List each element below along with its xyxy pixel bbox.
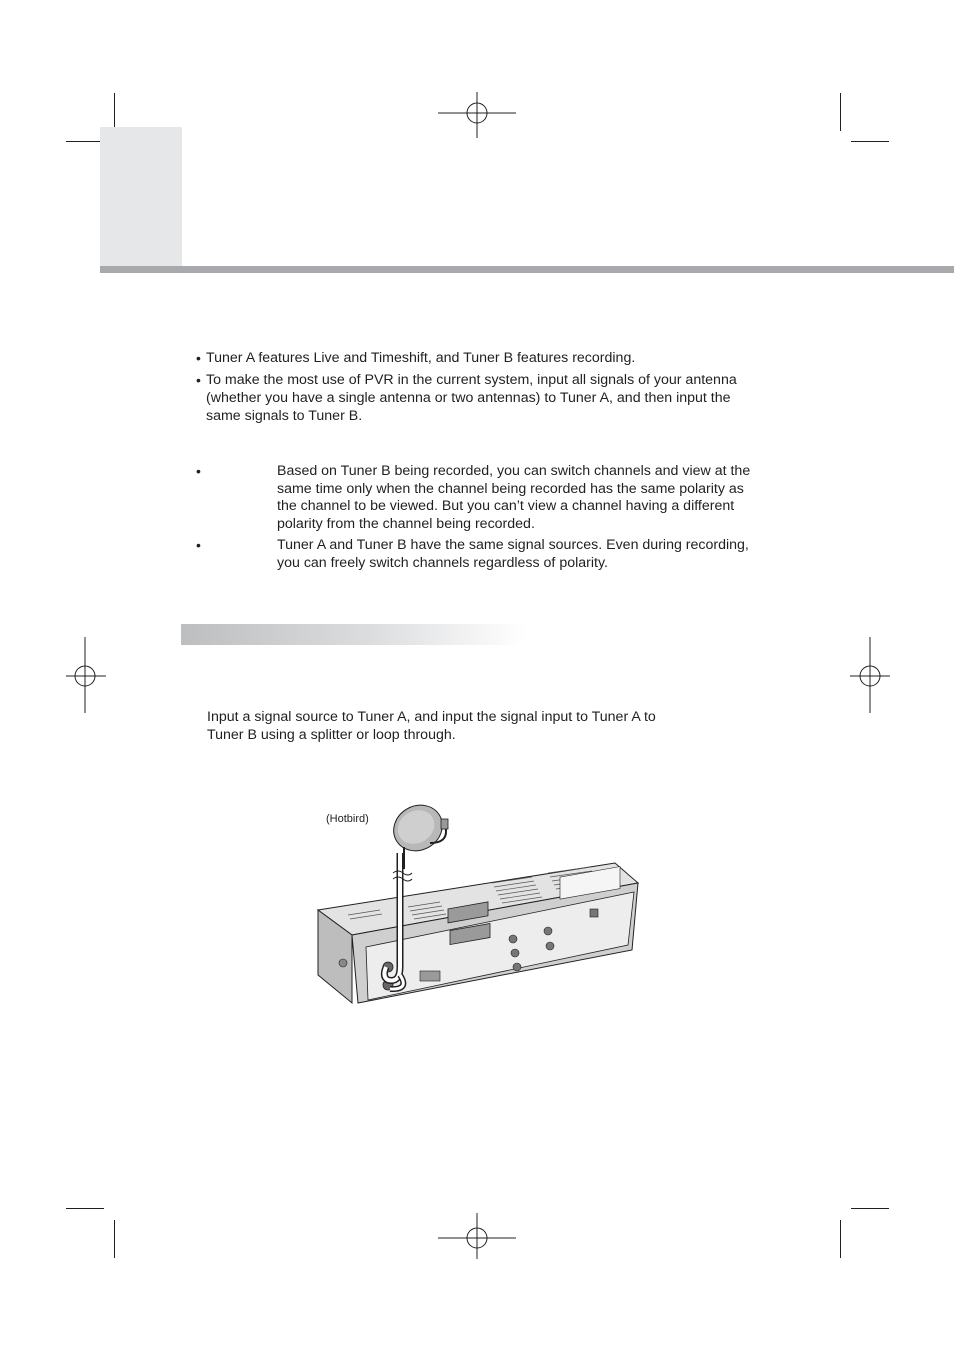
instruction-text: Input a signal source to Tuner A, and input the signal input to Tuner A to xyxy=(207,709,656,725)
note-text: same time only when the channel being recorded has the same polarity as xyxy=(277,481,744,497)
crop-mark xyxy=(114,1220,115,1258)
crop-mark xyxy=(851,1208,889,1209)
bullet-glyph: • xyxy=(196,372,201,388)
note-text: Based on Tuner B being recorded, you can switch channels and view at the xyxy=(277,463,751,479)
crop-mark xyxy=(840,1220,841,1258)
connection-diagram xyxy=(300,795,660,1015)
intro-bullet-text: same signals to Tuner B. xyxy=(206,408,363,424)
bullet-glyph: • xyxy=(196,463,201,479)
note-text: Tuner A and Tuner B have the same signal sources. Even during recording, xyxy=(277,537,749,553)
chapter-tab xyxy=(100,127,182,269)
note-text: the channel to be viewed. But you can’t view a channel having a different xyxy=(277,498,735,514)
registration-mark-icon xyxy=(850,637,890,713)
bullet-glyph: • xyxy=(196,350,201,366)
dish-label: (Hotbird) xyxy=(326,813,369,825)
section-header-bar xyxy=(181,624,526,645)
intro-bullet-text: To make the most use of PVR in the current system, input all signals of your antenna xyxy=(206,372,737,388)
crop-mark xyxy=(840,93,841,131)
intro-bullet-text: Tuner A features Live and Timeshift, and Tuner B features recording. xyxy=(206,350,636,366)
crop-mark xyxy=(114,93,115,131)
note-text: polarity from the channel being recorded. xyxy=(277,516,535,532)
satellite-dish-icon xyxy=(385,796,450,869)
bullet-glyph: • xyxy=(196,537,201,553)
note-text: you can freely switch channels regardless of polarity. xyxy=(277,555,608,571)
instruction-text: Tuner B using a splitter or loop through. xyxy=(207,727,456,743)
receiver-icon xyxy=(318,863,638,1003)
header-rule xyxy=(100,266,954,273)
registration-mark-icon xyxy=(438,92,516,138)
intro-bullet-text: (whether you have a single antenna or two antennas) to Tuner A, and then input the xyxy=(206,390,731,406)
registration-mark-icon xyxy=(438,1213,516,1259)
crop-mark xyxy=(66,141,104,142)
crop-mark xyxy=(851,141,889,142)
registration-mark-icon xyxy=(66,637,106,713)
crop-mark xyxy=(66,1208,104,1209)
